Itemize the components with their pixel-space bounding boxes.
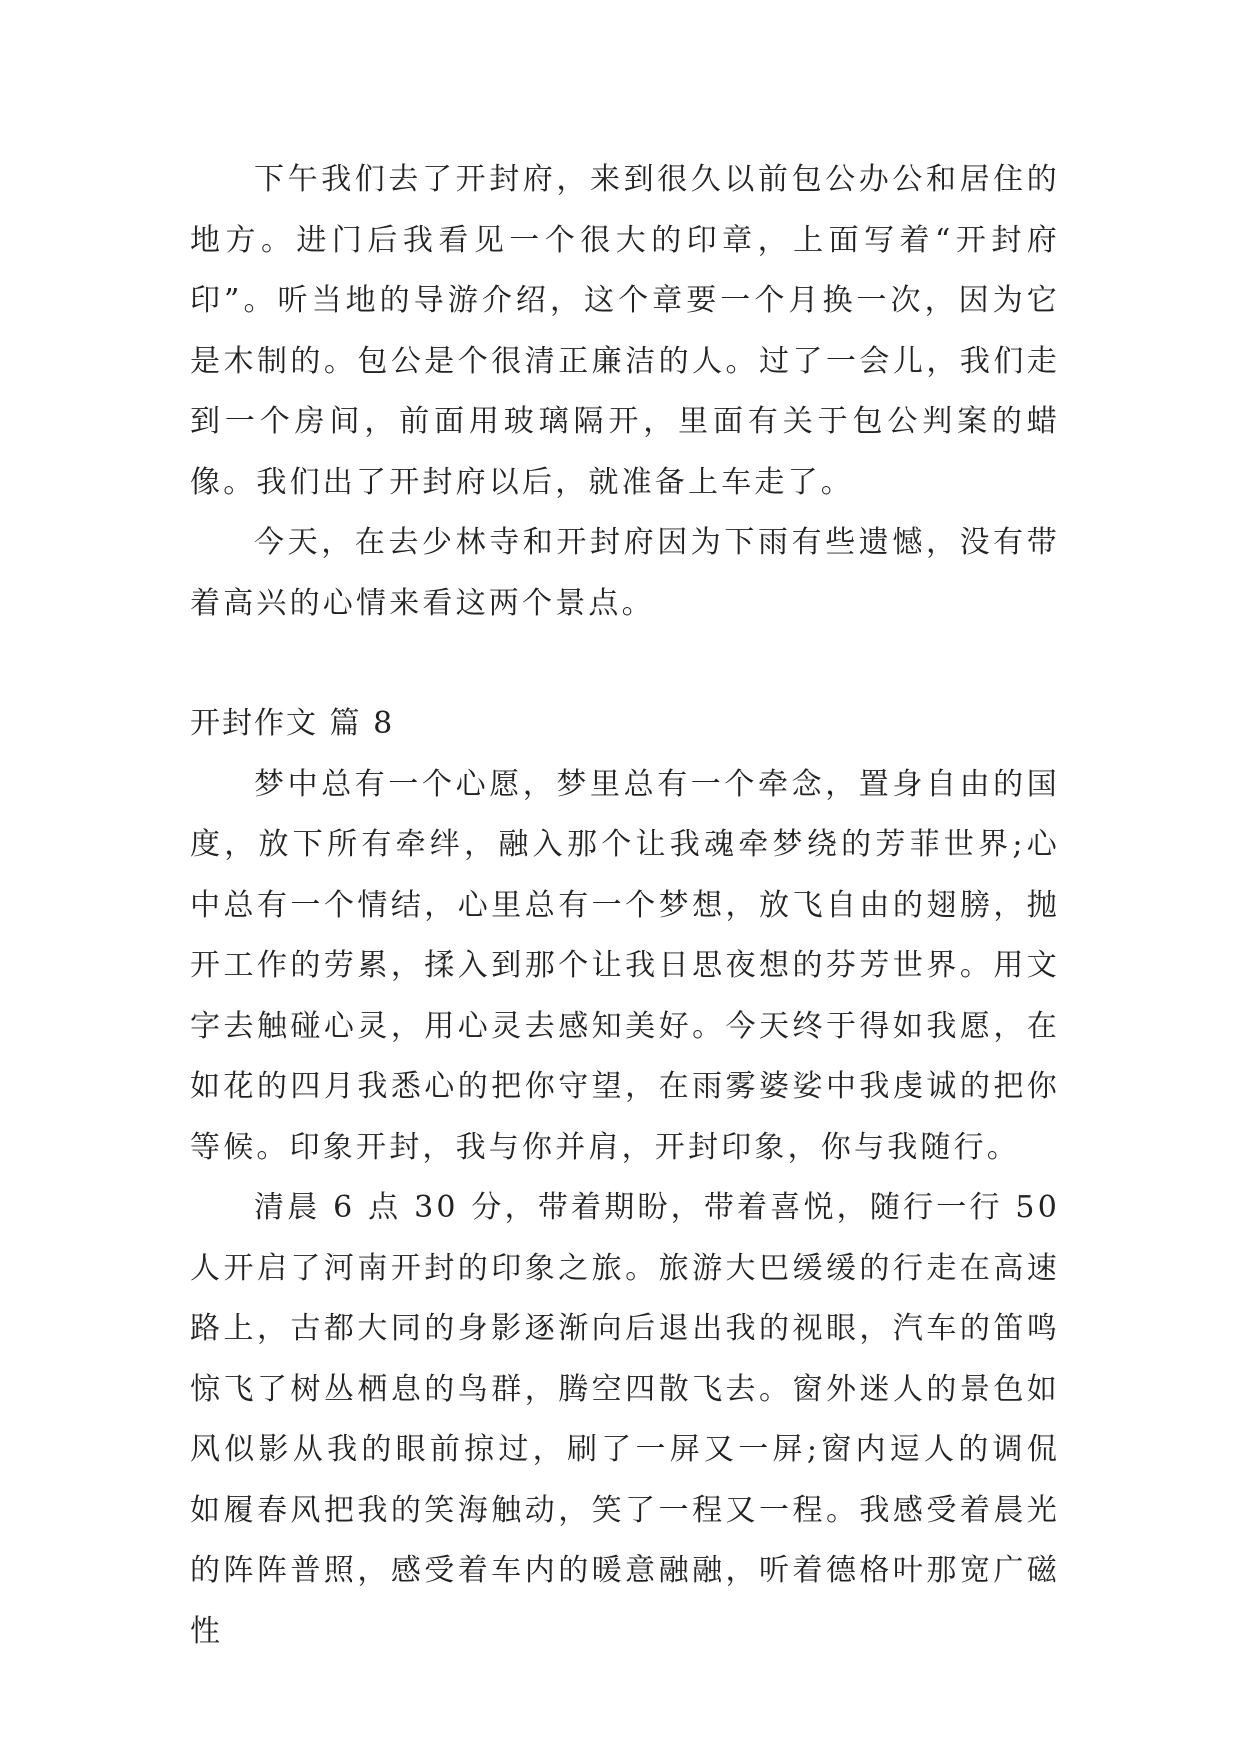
paragraph-morning-journey: 清晨 6 点 30 分，带着期盼，带着喜悦，随行一行 50 人开启了河南开封的印象之旅。旅游大巴缓缓的行走在高速路上，古都大同的身影逐渐向后退出我的视眼，汽车的笛鸣惊飞了树丛栖息的鸟群，腾空四散飞去。窗外迷人的景色如风似影从我的眼前掠过，刷了一屏又一屏;窗内逗人的调侃如履春风把我的笑海触动，笑了一程又一程。我感受着晨光的阵阵普照，感受着车内的暖意融融，听着德格叶那宽广磁性 (190, 1190, 1060, 1649)
paragraph-regret-rain: 今天，在去少林寺和开封府因为下雨有些遗憾，没有带着高兴的心情来看这两个景点。 (190, 525, 1060, 621)
section-heading: 开封作文 篇 8 (190, 706, 395, 741)
paragraph-dream-wish: 梦中总有一个心愿，梦里总有一个牵念，置身自由的国度，放下所有牵绊，融入那个让我魂牵梦绕的芳菲世界;心中总有一个情结，心里总有一个梦想，放飞自由的翅膀，抛开工作的劳累，揉入到那个让我日思夜想的芬芳世界。用文字去触碰心灵，用心灵去感知美好。今天终于得如我愿，在如花的四月我悉心的把你守望，在雨雾婆娑中我虔诚的把你等候。印象开封，我与你并肩，开封印象，你与我随行。 (190, 766, 1060, 1165)
document-page (190, 150, 1060, 1662)
paragraph-kaifeng-fu-visit: 下午我们去了开封府，来到很久以前包公办公和居住的地方。进门后我看见一个很大的印章，上面写着“开封府印”。听当地的导游介绍，这个章要一个月换一次，因为它是木制的。包公是个很清正廉洁的人。过了一会儿，我们走到一个房间，前面用玻璃隔开，里面有关于包公判案的蜡像。我们出了开封府以后，就准备上车走了。 (190, 162, 1060, 500)
